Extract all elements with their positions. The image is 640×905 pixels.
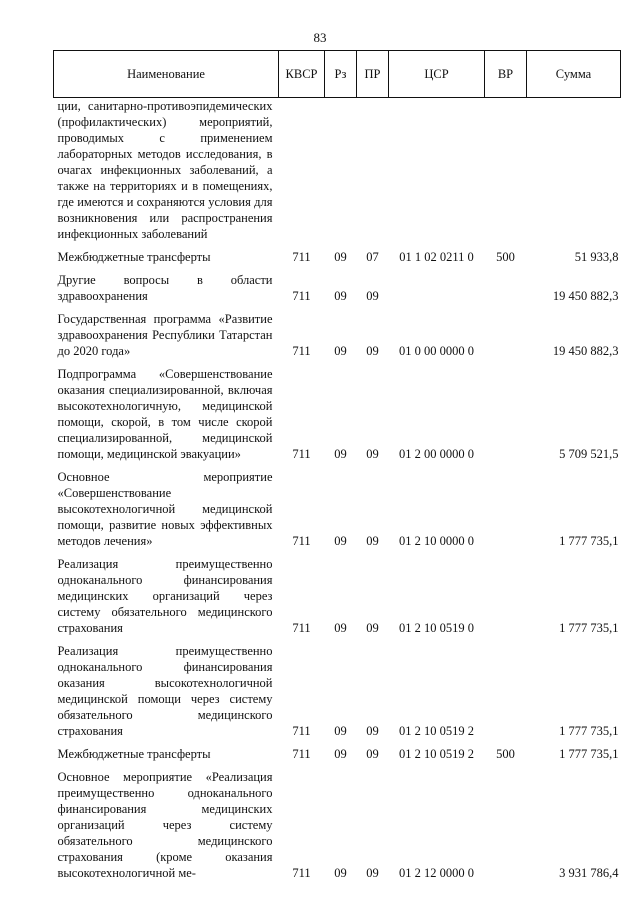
cell-vr: 500 — [496, 250, 515, 264]
cell-kvsr: 711 — [292, 250, 311, 264]
cell-sum: 51 933,8 — [574, 250, 619, 264]
cell-name: Основное мероприятие «Реализация преимущественно одноканального финансирования медицинских организаций через систему обязательного медицинского страхования (кроме оказания высокотехнологичной ме- — [57, 770, 273, 880]
cell-csr: 01 2 12 0000 0 — [399, 866, 474, 880]
budget-table — [53, 50, 621, 881]
table-row — [54, 762, 621, 881]
cell-pr: 09 — [366, 747, 379, 761]
cell-sum: 19 450 882,3 — [552, 344, 619, 358]
cell-kvsr — [279, 98, 325, 243]
cell-rz: 09 — [334, 866, 347, 880]
cell-rz: 09 — [334, 344, 347, 358]
cell-rz — [325, 98, 357, 243]
cell-vr — [485, 462, 527, 549]
cell-name: Основное мероприятие «Совершенствование высокотехнологичной медицинской помощи, развитие новых эффективных методов лечения» — [57, 470, 273, 548]
cell-name: Другие вопросы в области здравоохранения — [57, 273, 273, 303]
cell-kvsr: 711 — [292, 747, 311, 761]
cell-pr: 09 — [366, 866, 379, 880]
cell-csr: 01 2 10 0519 0 — [399, 621, 474, 635]
cell-vr — [485, 762, 527, 881]
table-row — [54, 359, 621, 462]
cell-csr — [389, 98, 485, 243]
page-number: 83 — [313, 30, 327, 45]
cell-csr: 01 2 10 0519 2 — [399, 747, 474, 761]
cell-name: Государственная программа «Развитие здравоохранения Республики Татарстан до 2020 года» — [57, 312, 273, 358]
cell-pr: 09 — [366, 724, 379, 738]
header-vr: ВР — [485, 51, 527, 98]
cell-rz: 09 — [334, 621, 347, 635]
cell-name: Реализация преимущественно одноканального финансирования медицинских организаций через систему обязательного медицинского страхования — [57, 557, 273, 635]
header-rz: Рз — [325, 51, 357, 98]
table-row — [54, 304, 621, 359]
cell-rz: 09 — [334, 534, 347, 548]
table-header-row — [54, 51, 621, 98]
cell-csr: 01 2 00 0000 0 — [399, 447, 474, 461]
header-name: Наименование — [54, 51, 279, 98]
cell-pr: 09 — [366, 447, 379, 461]
table-row — [54, 636, 621, 739]
cell-vr — [485, 265, 527, 304]
cell-csr: 01 1 02 0211 0 — [399, 250, 474, 264]
cell-rz: 09 — [334, 447, 347, 461]
cell-sum: 5 709 521,5 — [559, 447, 619, 461]
table-row — [54, 549, 621, 636]
cell-sum: 3 931 786,4 — [559, 866, 619, 880]
cell-sum: 19 450 882,3 — [552, 289, 619, 303]
cell-csr: 01 2 10 0519 2 — [399, 724, 474, 738]
cell-pr: 09 — [366, 289, 379, 303]
cell-csr — [389, 265, 485, 304]
cell-kvsr: 711 — [292, 289, 311, 303]
table-row — [54, 739, 621, 762]
cell-kvsr: 711 — [292, 866, 311, 880]
cell-vr — [485, 304, 527, 359]
cell-pr: 09 — [366, 534, 379, 548]
cell-sum: 1 777 735,1 — [559, 747, 619, 761]
cell-vr — [485, 636, 527, 739]
cell-vr — [485, 98, 527, 243]
header-kvsr: КВСР — [279, 51, 325, 98]
cell-vr — [485, 359, 527, 462]
cell-name: Межбюджетные трансферты — [57, 747, 211, 761]
cell-rz: 09 — [334, 724, 347, 738]
cell-pr: 09 — [366, 344, 379, 358]
table-row — [54, 98, 621, 243]
cell-sum: 1 777 735,1 — [559, 724, 619, 738]
cell-pr: 09 — [366, 621, 379, 635]
cell-name: Реализация преимущественно одноканального финансирования оказания высокотехнологичной медицинской помощи через систему обязательного медицинского страхования — [57, 644, 273, 738]
cell-pr — [357, 98, 389, 243]
cell-sum: 1 777 735,1 — [559, 621, 619, 635]
table-row — [54, 462, 621, 549]
cell-sum — [527, 98, 621, 243]
cell-kvsr: 711 — [292, 621, 311, 635]
cell-pr: 07 — [366, 250, 379, 264]
table-row — [54, 242, 621, 265]
cell-csr: 01 2 10 0000 0 — [399, 534, 474, 548]
table-row — [54, 265, 621, 304]
cell-vr — [485, 549, 527, 636]
cell-rz: 09 — [334, 747, 347, 761]
header-pr: ПР — [357, 51, 389, 98]
cell-kvsr: 711 — [292, 534, 311, 548]
cell-kvsr: 711 — [292, 447, 311, 461]
cell-kvsr: 711 — [292, 344, 311, 358]
cell-rz: 09 — [334, 250, 347, 264]
cell-sum: 1 777 735,1 — [559, 534, 619, 548]
cell-name: Межбюджетные трансферты — [57, 250, 211, 264]
cell-name: ции, санитарно-противоэпидемических (профилактических) мероприятий, проводимых с применением лабораторных методов исследования, в очагах инфекционных заболеваний, а также на территориях и в помещениях, где имеются и сохраняются условия для возникновения или распространения инфекционных заболеваний — [57, 99, 273, 241]
cell-vr: 500 — [496, 747, 515, 761]
cell-name: Подпрограмма «Совершенствование оказания специализированной, включая высокотехнологичную, медицинской помощи, скорой, в том числе скорой специализированной, медицинской помощи, медицинской эвакуации» — [57, 367, 273, 461]
header-sum: Сумма — [527, 51, 621, 98]
cell-rz: 09 — [334, 289, 347, 303]
cell-kvsr: 711 — [292, 724, 311, 738]
header-csr: ЦСР — [389, 51, 485, 98]
cell-csr: 01 0 00 0000 0 — [399, 344, 474, 358]
